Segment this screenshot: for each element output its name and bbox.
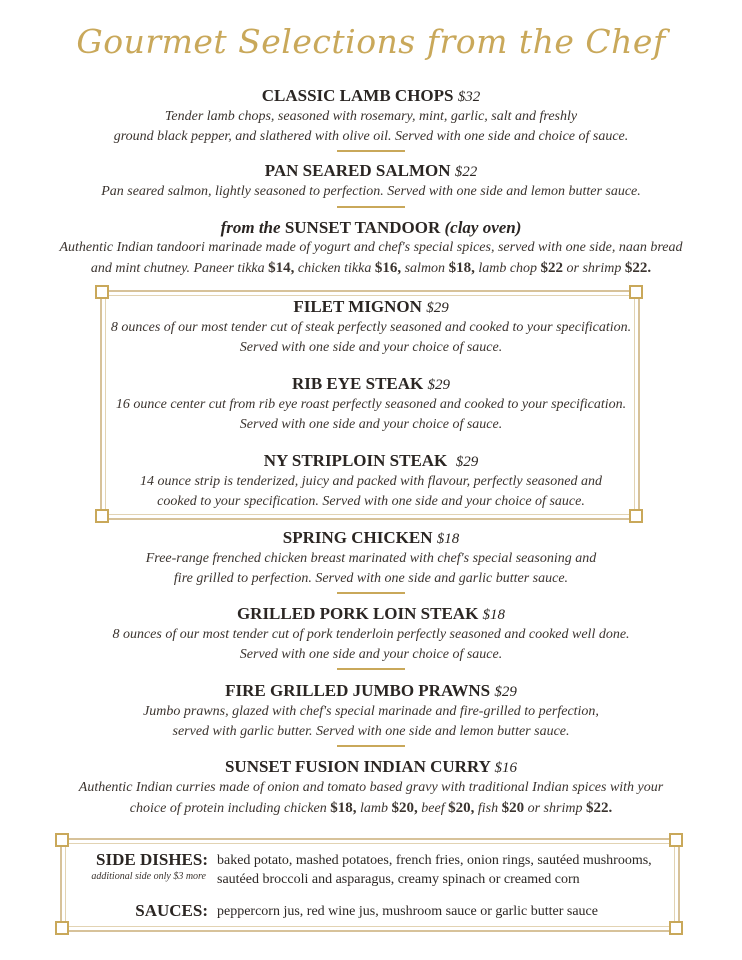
divider — [337, 592, 405, 594]
divider — [337, 668, 405, 670]
divider — [337, 745, 405, 747]
menu-item-ny-striploin — [0, 451, 742, 512]
menu-title: Gourmet Selections from the Chef — [76, 22, 666, 61]
item-name: SUNSET FUSION INDIAN CURRY $16 — [224, 757, 518, 776]
side-dishes-label: SIDE DISHES: — [96, 850, 208, 869]
item-description-line: 14 ounce strip is tenderized, juicy and packed with flavour, perfectly seasoned and — [140, 474, 602, 489]
menu-item-pork-loin — [0, 604, 742, 665]
item-price: $18 — [436, 531, 460, 547]
item-description-line: Served with one side and your choice of sauce. — [239, 340, 503, 355]
item-description-line: Served with one side and your choice of sauce. — [239, 417, 503, 432]
divider — [337, 150, 405, 152]
item-description-line: Free-range frenched chicken breast marinated with chef's special seasoning and — [145, 551, 597, 566]
frame-corner — [55, 921, 69, 935]
item-description-line: Pan seared salmon, lightly seasoned to perfection. Served with one side and lemon butter sauce. — [101, 184, 641, 199]
item-price: $22 — [454, 164, 478, 180]
sauces-label: SAUCES: — [135, 901, 208, 920]
item-name: NY STRIPLOIN STEAK $29 — [263, 451, 479, 470]
item-price: $29 — [455, 454, 479, 470]
menu-item-indian-curry — [0, 757, 742, 819]
item-description-line: Authentic Indian curries made of onion and tomato based gravy with traditional Indian spices with your — [78, 780, 664, 795]
menu-item-rib-eye — [0, 374, 742, 435]
frame-corner — [55, 833, 69, 847]
item-description-line: ground black pepper, and slathered with olive oil. Served with one side and choice of sauce. — [113, 129, 629, 144]
side-dishes-note: additional side only $3 more — [91, 871, 206, 882]
item-price: $16 — [494, 760, 518, 776]
item-name: RIB EYE STEAK $29 — [291, 374, 451, 393]
item-name: FIRE GRILLED JUMBO PRAWNS $29 — [225, 681, 517, 700]
item-description-line: served with garlic butter. Served with one side and lemon butter sauce. — [172, 724, 570, 739]
item-description-line: choice of protein including chicken $18, lamb $20, beef $20, fish $20 or shrimp $22. — [129, 800, 613, 816]
sauces-list: peppercorn jus, red wine jus, mushroom sauce or garlic butter sauce — [217, 904, 598, 919]
item-name: CLASSIC LAMB CHOPS $32 — [261, 86, 481, 105]
item-price: $32 — [457, 89, 481, 105]
item-description-line: 8 ounces of our most tender cut of pork tenderloin perfectly seasoned and cooked well done. — [112, 627, 630, 642]
item-name: FILET MIGNON $29 — [293, 297, 449, 316]
item-description-line: cooked to your specification. Served with one side and your choice of sauce. — [157, 494, 585, 509]
menu-item-lamb-chops — [0, 86, 742, 147]
item-description-line: Authentic Indian tandoori marinade made of yogurt and chef's special spices, served with one side, naan bread — [59, 240, 683, 255]
frame-corner — [669, 833, 683, 847]
item-description-line: fire grilled to perfection. Served with one side and garlic butter sauce. — [173, 571, 569, 586]
divider — [337, 206, 405, 208]
item-price: $29 — [427, 377, 451, 393]
item-price: $29 — [426, 300, 449, 316]
item-description-line: Served with one side and your choice of sauce. — [239, 647, 503, 662]
item-description-line: 16 ounce center cut from rib eye roast perfectly seasoned and cooked to your specification. — [115, 397, 627, 412]
item-description-line: Tender lamb chops, seasoned with rosemary, mint, garlic, salt and freshly — [164, 109, 578, 124]
menu-item-filet-mignon — [0, 297, 742, 358]
frame-corner — [669, 921, 683, 935]
item-name: SPRING CHICKEN $18 — [282, 528, 460, 547]
item-description-line: and mint chutney. Paneer tikka $14, chicken tikka $16, salmon $18, lamb chop $22 or shrimp $22. — [90, 260, 652, 276]
menu-item-salmon — [0, 161, 742, 202]
menu-item-tandoor — [0, 218, 742, 279]
item-description-line: 8 ounces of our most tender cut of steak perfectly seasoned and cooked to your specification. — [110, 320, 632, 335]
menu-item-jumbo-prawns — [0, 681, 742, 742]
item-name: PAN SEARED SALMON $22 — [264, 161, 478, 180]
item-price: $29 — [494, 684, 517, 700]
item-price: $18 — [482, 607, 506, 623]
side-dishes-list: baked potato, mashed potatoes, french fries, onion rings, sautéed mushrooms, sautéed broccoli and asparagus, creamy spinach or creamed corn — [217, 853, 652, 887]
menu-item-spring-chicken — [0, 528, 742, 589]
item-description-line: Jumbo prawns, glazed with chef's special marinade and fire-grilled to perfection, — [143, 704, 599, 719]
item-name: from the SUNSET TANDOOR (clay oven) — [220, 218, 522, 237]
item-name: GRILLED PORK LOIN STEAK $18 — [236, 604, 506, 623]
